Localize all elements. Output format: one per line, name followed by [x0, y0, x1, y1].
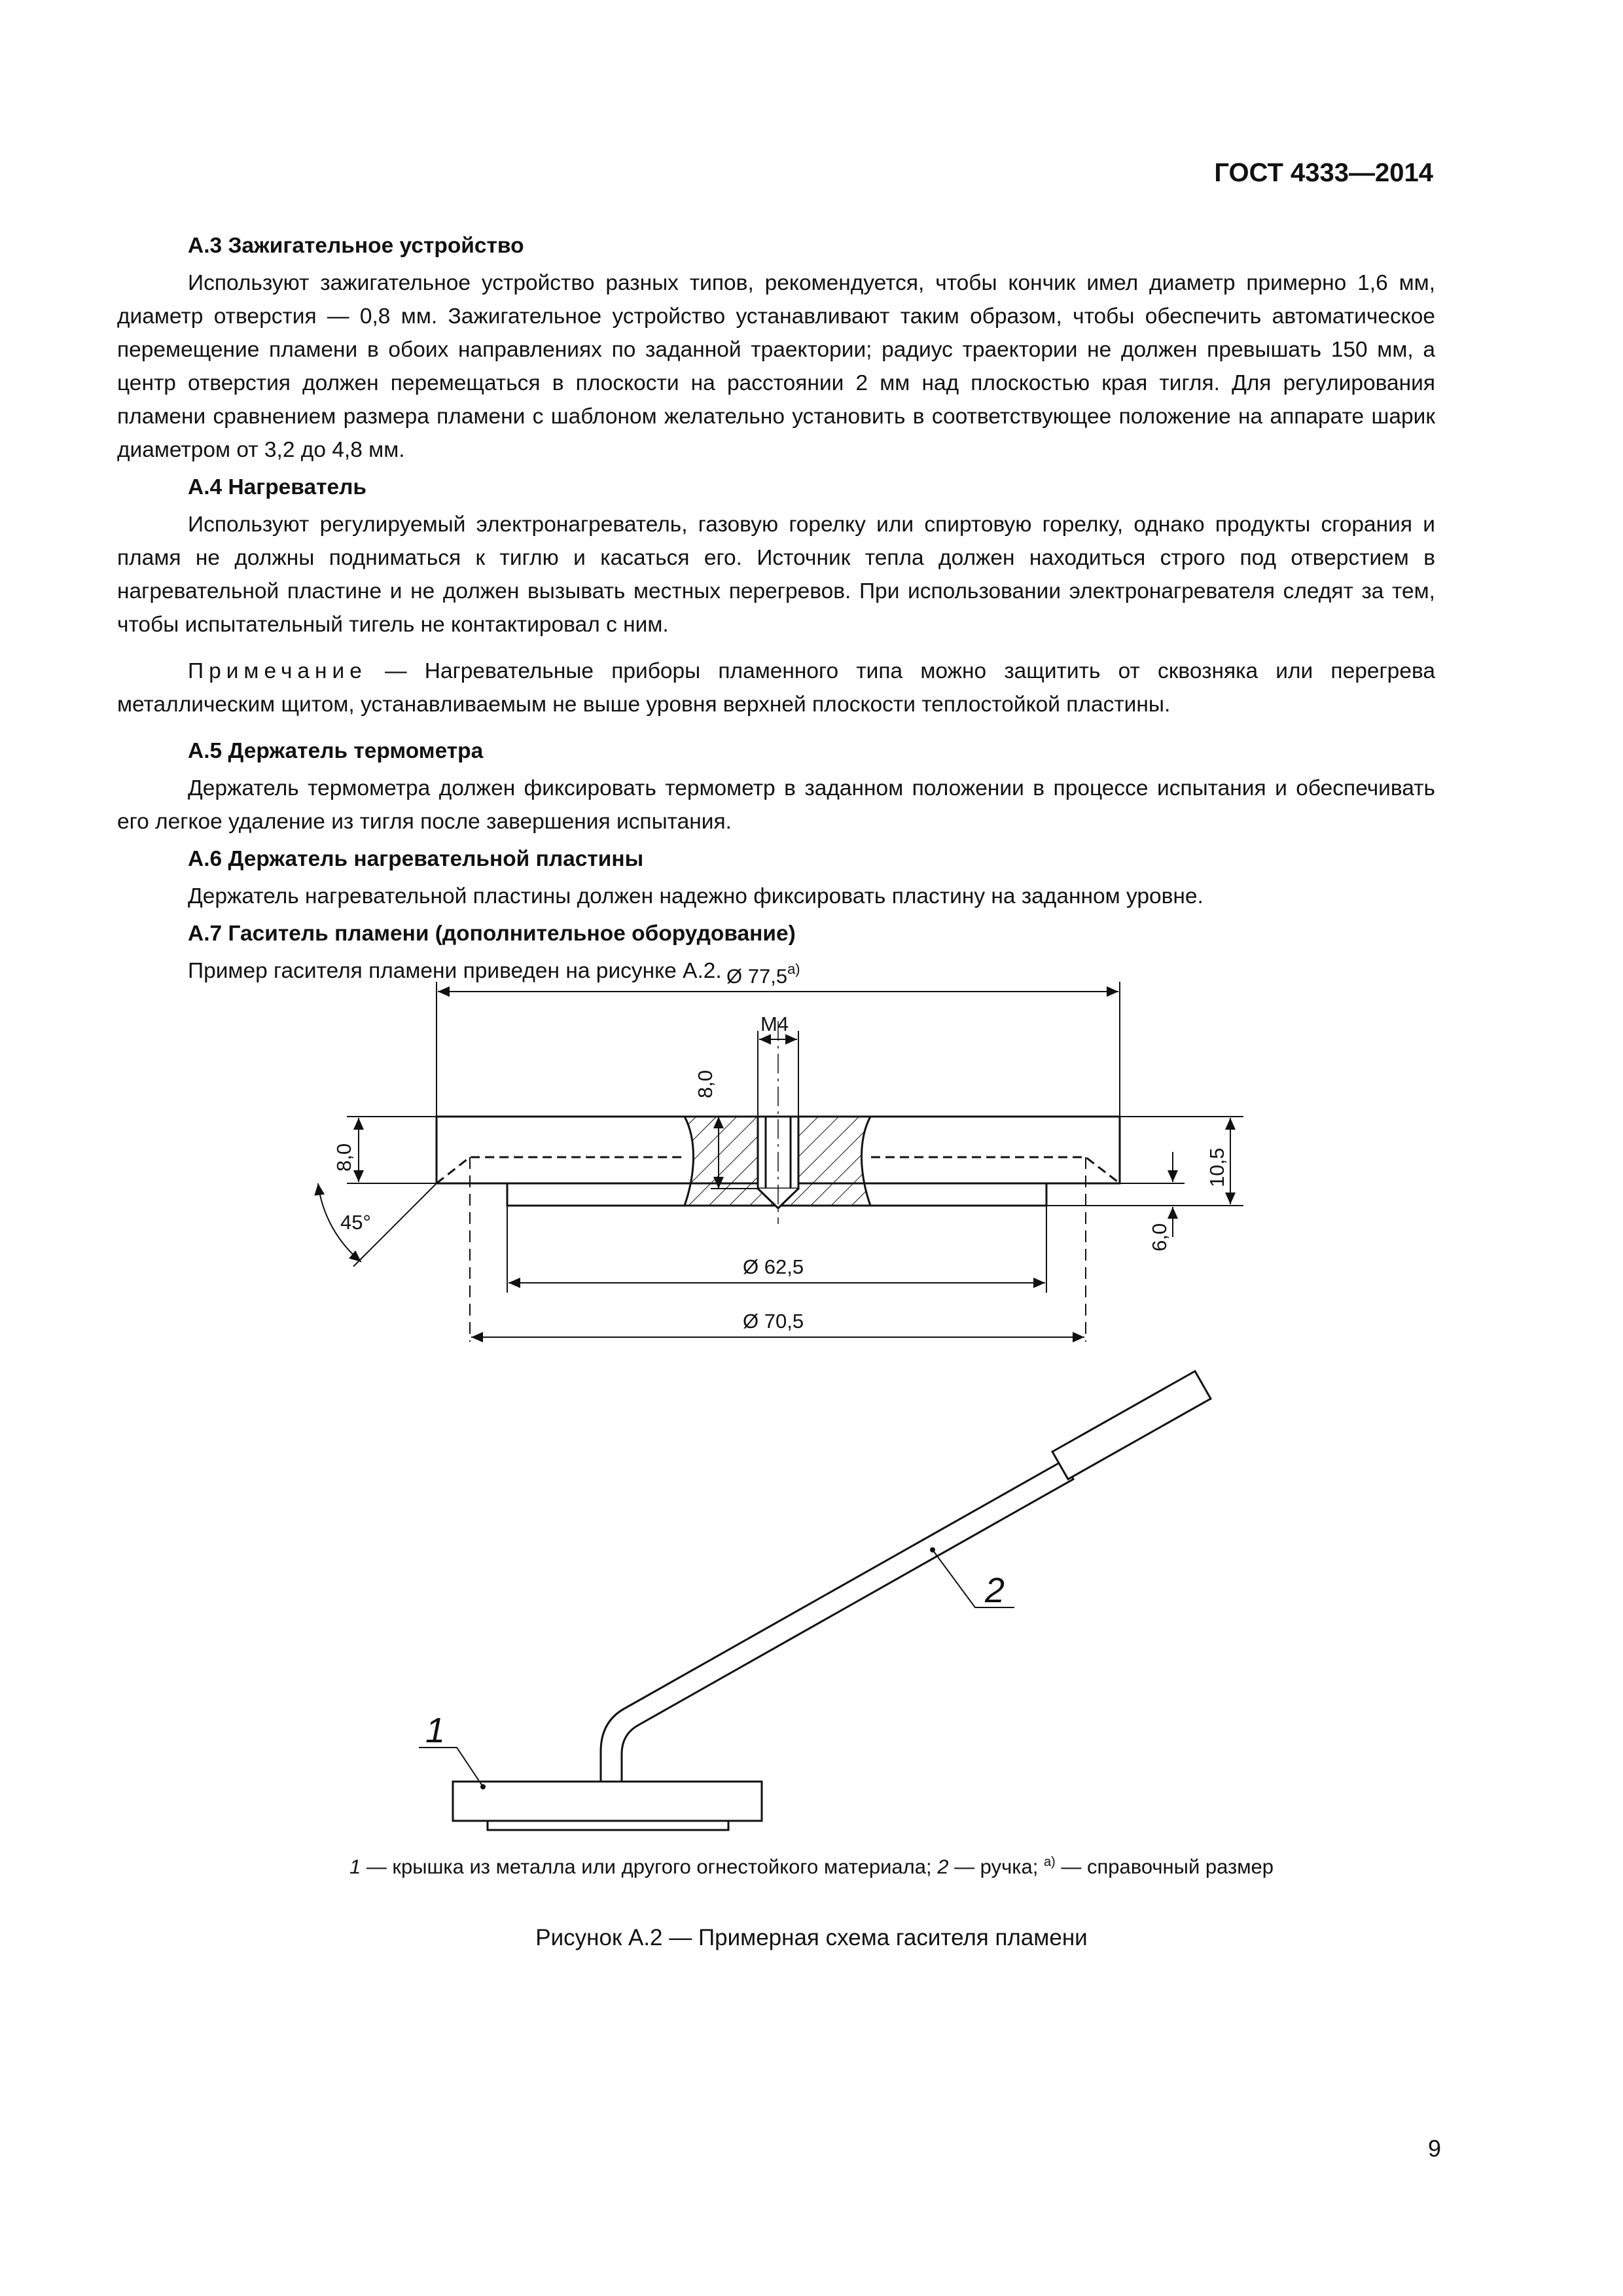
dim-outer-diameter: Ø $77,5^{а)}$ — [726, 961, 800, 988]
leader-dot-lid — [480, 1784, 486, 1789]
extinguisher-view — [453, 1371, 1211, 1830]
legend-text-3: — справочный размер — [1055, 1855, 1274, 1878]
section-heading-a3: А.3 Зажигательное устройство — [188, 234, 524, 258]
document-number: ГОСТ 4333—2014 — [1214, 158, 1433, 187]
section-heading-a4: А.4 Нагреватель — [188, 475, 367, 499]
section-heading-a6: А.6 Держатель нагревательной пластины — [188, 847, 644, 871]
dim-plate-thickness: 8,0 — [332, 1143, 355, 1172]
legend-number-1: 1 — [349, 1855, 361, 1878]
section-text-a6: Держатель нагревательной пластины должен надежно фиксировать пластину на заданном уровне. — [188, 884, 1204, 908]
dim-thread: М4 — [760, 1013, 789, 1035]
section-text-a5: Держатель термометра должен фиксировать термометр в заданном положении в процессе испытания и обеспечивать его легкое удаление из тигля после завершения испытания. — [117, 776, 1435, 834]
dim-step-diameter: Ø 62,5 — [743, 1255, 804, 1278]
dim-angle: 45° — [340, 1211, 371, 1234]
dim-step-height: 6,0 — [1148, 1223, 1171, 1251]
legend-text-2: — ручка; — [948, 1855, 1044, 1878]
legend-number-2: 2 — [937, 1855, 949, 1878]
dim-hole-depth: 8,0 — [694, 1069, 717, 1098]
legend-sup: а) — [1043, 1855, 1056, 1869]
note-label: Примечание — [188, 659, 367, 683]
section-text-a7: Пример гасителя пламени приведен на рисунке А.2. — [188, 959, 722, 983]
leader-label-lid: 1 — [425, 1711, 446, 1750]
section-heading-a5: А.5 Держатель термометра — [188, 739, 484, 763]
section-text-a4: Используют регулируемый электронагреватель, газовую горелку или спиртовую горелку, однако продукты сгорания и пламя не должны подниматься к тиглю и касаться его. Источник тепла должен находиться строго под отверстием в нагревательной пластине и не должен вызывать местных перегревов. При использовании электронагревателя следят за тем, чтобы испытательный тигель не контактировал с ним. — [117, 512, 1435, 637]
leader-label-handle: 2 — [985, 1571, 1005, 1610]
note-text: — Нагревательные приборы пламенного типа можно защитить от сквозняка или перегрева металлическим щитом, устанавливаемым не выше уровня верхней плоскости теплостойкой пластины. — [117, 659, 1435, 717]
section-text-a3: Используют зажигательное устройство разных типов, рекомендуется, чтобы кончик имел диаметр примерно 1,6 мм, диаметр отверстия — 0,8 мм. Зажигательное устройство устанавливают таким образом, чтобы обеспечить автоматическое перемещение пламени в обоих направлениях по заданной траектории; радиус траектории не должен превышать 150 мм, а центр отверстия должен перемещаться в плоскости на расстоянии 2 мм над плоскостью края тигля. Для регулирования пламени сравнением размера пламени с шаблоном желательно установить в соответствующее положение на аппарате шарик диаметром от 3,2 до 4,8 мм. — [117, 271, 1435, 462]
section-heading-a7: А.7 Гаситель пламени (дополнительное оборудование) — [188, 922, 796, 946]
page-number: 9 — [1427, 2135, 1441, 2162]
cross-section-view — [437, 1021, 1120, 1342]
legend-text-1: — крышка из металла или другого огнестойкого материала; — [361, 1855, 938, 1878]
figure-legend — [0, 1855, 1623, 1878]
figure-caption: Рисунок А.2 — Примерная схема гасителя пламени — [535, 1925, 1088, 1950]
leader-dot-handle — [930, 1547, 935, 1552]
dim-mid-diameter: Ø 70,5 — [743, 1310, 804, 1333]
dim-total-height: 10,5 — [1205, 1147, 1228, 1187]
